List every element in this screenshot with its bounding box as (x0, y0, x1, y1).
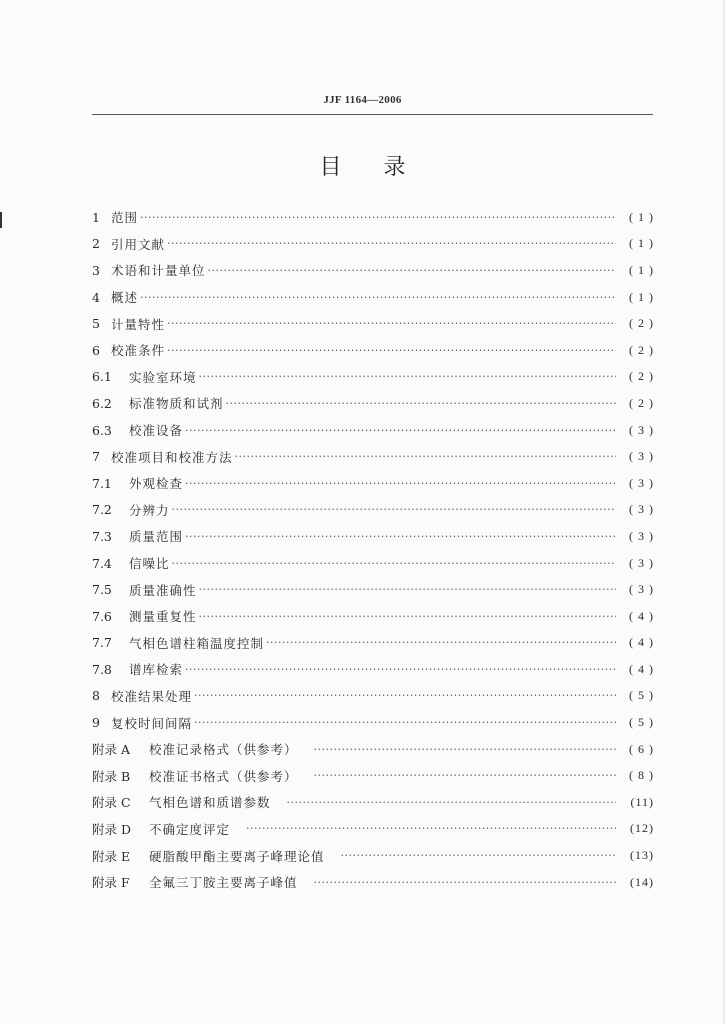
toc-entry[interactable] (92, 709, 654, 736)
toc-entry-label: 校准结果处理 (111, 688, 193, 704)
toc-entry[interactable] (92, 762, 654, 789)
toc-entry-label: 概述 (111, 290, 139, 306)
toc-entry-number: 7.3 (92, 528, 112, 544)
toc-entry-page: ( 1 ) (629, 236, 654, 251)
toc-entry[interactable] (92, 204, 654, 231)
toc-entry-label: 校准设备 (129, 423, 184, 439)
toc-entry-number: 附录 D (92, 821, 131, 837)
toc-entry-number: 6 (92, 342, 100, 358)
toc-title-char-1: 目 (319, 155, 342, 180)
toc-entry-page: ( 2 ) (629, 342, 654, 357)
toc-entry-number: 5 (92, 316, 100, 332)
toc-entry-label: 复校时间间隔 (111, 715, 193, 731)
toc-entry-label: 质量准确性 (129, 582, 197, 598)
toc-entry-page: ( 4 ) (629, 635, 654, 650)
toc-entry-page: ( 5 ) (629, 688, 654, 703)
toc-entry[interactable] (92, 842, 654, 869)
toc-entry-number: 2 (92, 236, 100, 252)
toc-leader-dots (172, 557, 616, 570)
toc-entry-number: 3 (92, 262, 100, 278)
toc-entry[interactable] (92, 816, 654, 843)
toc-leader-dots (199, 610, 616, 623)
toc-entry-label: 分辨力 (129, 502, 170, 518)
toc-leader-dots (167, 344, 616, 357)
toc-entry-page: ( 6 ) (629, 741, 654, 756)
toc-leader-dots (199, 583, 616, 596)
toc-leader-dots (341, 849, 616, 862)
toc-entry-label: 气相色谱和质谱参数 (149, 795, 271, 811)
toc-leader-dots (185, 477, 616, 490)
toc-leader-dots (185, 663, 616, 676)
toc-entry-label: 谱库检索 (129, 662, 184, 678)
toc-leader-dots (185, 424, 616, 437)
toc-leader-dots (172, 503, 616, 516)
toc-entry-page: ( 3 ) (629, 555, 654, 570)
toc-leader-dots (194, 716, 616, 729)
toc-entry[interactable] (92, 550, 654, 577)
toc-entry[interactable] (92, 337, 654, 364)
toc-entry-label: 校准项目和校准方法 (111, 449, 233, 465)
toc-entry[interactable] (92, 231, 654, 258)
toc-title (0, 150, 725, 181)
toc-title-char-2: 录 (383, 155, 406, 180)
toc-entry-number: 1 (92, 209, 100, 225)
toc-entry-number: 8 (92, 688, 100, 704)
toc-entry-number: 7.6 (92, 608, 112, 624)
toc-entry-number: 7.4 (92, 555, 112, 571)
toc-entry-label: 标准物质和试剂 (129, 396, 224, 412)
header-rule (92, 114, 653, 115)
toc-entry[interactable] (92, 576, 654, 603)
toc-entry-number: 附录 F (92, 875, 130, 891)
toc-entry[interactable] (92, 497, 654, 524)
toc-leader-dots (246, 822, 616, 835)
toc-entry-label: 质量范围 (129, 529, 184, 545)
toc-entry-page: ( 4 ) (629, 661, 654, 676)
toc-entry[interactable] (92, 443, 654, 470)
toc-entry[interactable] (92, 789, 654, 816)
toc-entry-page: ( 5 ) (629, 715, 654, 730)
toc-entry-number: 附录 B (92, 768, 131, 784)
toc-leader-dots (314, 743, 616, 756)
toc-entry-page: (11) (630, 794, 654, 809)
toc-entry-page: ( 3 ) (629, 528, 654, 543)
toc-entry-page: (12) (630, 821, 654, 836)
toc-entry-number: 6.2 (92, 395, 112, 411)
toc-entry-page: ( 4 ) (629, 608, 654, 623)
toc-leader-dots (199, 370, 616, 383)
toc-entry-label: 测量重复性 (129, 609, 197, 625)
toc-entry[interactable] (92, 257, 654, 284)
toc-entry-label: 信噪比 (129, 556, 170, 572)
standard-code-header: JJF 1164—2006 (323, 94, 402, 106)
toc-entry-label: 气相色谱柱箱温度控制 (129, 635, 265, 651)
toc-entry-label: 计量特性 (111, 316, 166, 332)
toc-entry-page: ( 8 ) (629, 768, 654, 783)
toc-entry-label: 引用文献 (111, 236, 166, 252)
toc-entry-number: 4 (92, 289, 100, 305)
toc-entry-label: 范围 (111, 210, 139, 226)
toc-entry-label: 校准条件 (111, 343, 166, 359)
toc-leader-dots (140, 291, 616, 304)
scan-edge-mark (0, 212, 2, 228)
toc-entry[interactable] (92, 869, 654, 896)
toc-entry-label: 外观检查 (129, 476, 184, 492)
toc-leader-dots (140, 211, 616, 224)
table-of-contents (92, 204, 654, 895)
toc-entry[interactable] (92, 470, 654, 497)
toc-entry-number: 附录 E (92, 848, 131, 864)
toc-entry-number: 6.1 (92, 369, 112, 385)
toc-entry[interactable] (92, 630, 654, 657)
toc-leader-dots (185, 530, 616, 543)
toc-leader-dots (287, 796, 616, 809)
toc-entry[interactable] (92, 683, 654, 710)
toc-entry-page: (13) (630, 848, 654, 863)
toc-entry[interactable] (92, 736, 654, 763)
toc-entry-page: ( 1 ) (629, 209, 654, 224)
toc-entry-label: 全氟三丁胺主要离子峰值 (149, 875, 298, 891)
toc-entry[interactable] (92, 284, 654, 311)
toc-entry-number: 7.5 (92, 582, 112, 598)
toc-entry[interactable] (92, 390, 654, 417)
toc-entry-page: ( 2 ) (629, 395, 654, 410)
toc-entry-page: ( 1 ) (629, 262, 654, 277)
toc-entry-label: 硬脂酸甲酯主要离子峰理论值 (149, 848, 325, 864)
toc-leader-dots (314, 769, 616, 782)
toc-entry-number: 7.2 (92, 502, 112, 518)
toc-leader-dots (167, 317, 616, 330)
toc-entry-number: 7.7 (92, 635, 112, 651)
toc-leader-dots (194, 689, 616, 702)
toc-entry-page: ( 3 ) (629, 502, 654, 517)
toc-entry-page: (14) (630, 874, 654, 889)
toc-entry-number: 9 (92, 715, 100, 731)
toc-leader-dots (167, 237, 616, 250)
toc-entry-label: 实验室环境 (129, 369, 197, 385)
toc-entry-page: ( 2 ) (629, 316, 654, 331)
toc-leader-dots (208, 264, 616, 277)
toc-entry-number: 附录 C (92, 795, 131, 811)
toc-entry-page: ( 1 ) (629, 289, 654, 304)
toc-leader-dots (226, 397, 616, 410)
toc-entry-page: ( 2 ) (629, 369, 654, 384)
toc-entry-number: 7 (92, 449, 100, 465)
toc-entry[interactable] (92, 417, 654, 444)
toc-entry[interactable] (92, 656, 654, 683)
toc-entry[interactable] (92, 523, 654, 550)
toc-entry[interactable] (92, 310, 654, 337)
toc-entry-label: 校准记录格式（供参考） (149, 742, 298, 758)
toc-entry-number: 6.3 (92, 422, 112, 438)
toc-entry-number: 7.8 (92, 661, 112, 677)
toc-entry-page: ( 3 ) (629, 582, 654, 597)
toc-entry-number: 附录 A (92, 742, 131, 758)
toc-entry-page: ( 3 ) (629, 422, 654, 437)
toc-entry-page: ( 3 ) (629, 449, 654, 464)
toc-entry-label: 不确定度评定 (149, 821, 231, 837)
toc-entry-label: 术语和计量单位 (111, 263, 206, 279)
toc-entry-page: ( 3 ) (629, 475, 654, 490)
toc-entry-number: 7.1 (92, 475, 112, 491)
toc-entry-label: 校准证书格式（供参考） (149, 768, 298, 784)
toc-leader-dots (235, 450, 616, 463)
toc-leader-dots (314, 876, 616, 889)
toc-entry[interactable] (92, 603, 654, 630)
toc-leader-dots (266, 636, 616, 649)
toc-entry[interactable] (92, 364, 654, 391)
